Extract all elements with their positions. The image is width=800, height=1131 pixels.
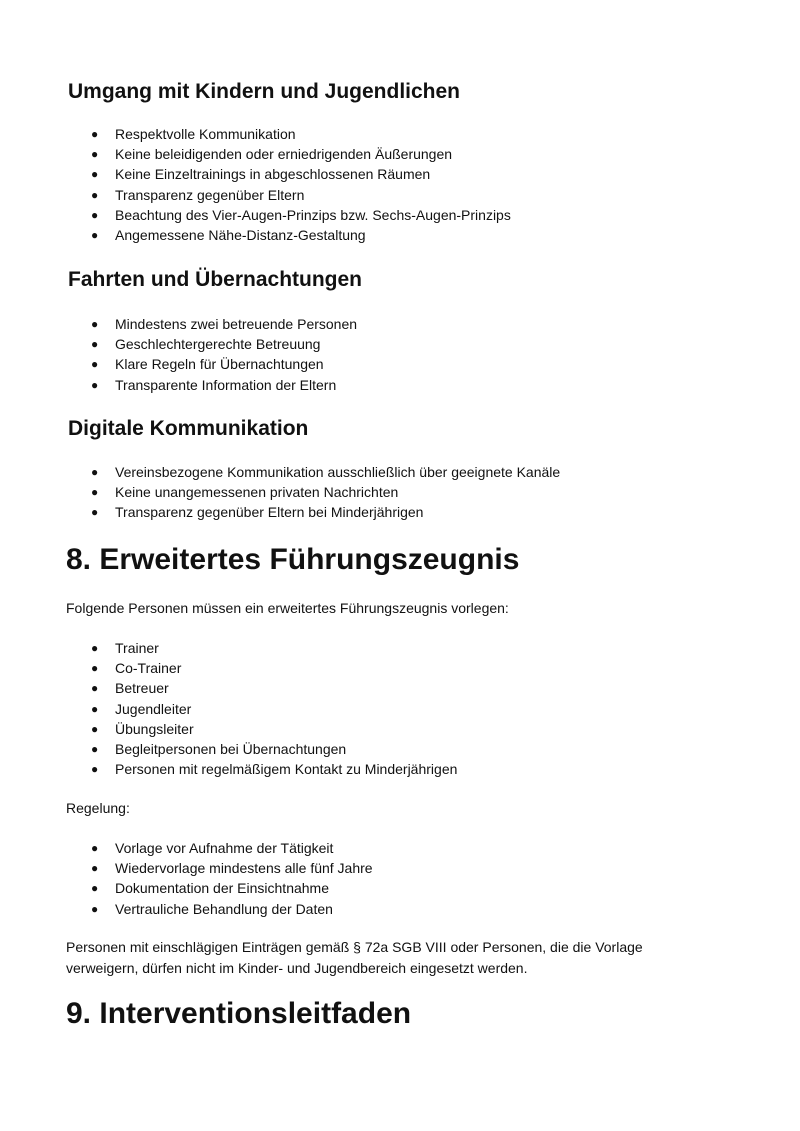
bullet-icon: ● — [91, 861, 99, 876]
bullet-icon: ● — [91, 317, 99, 331]
bullet-icon: ● — [91, 167, 99, 182]
intro-paragraph: Folgende Personen müssen ein erweitertes Führungszeugnis vorlegen: — [66, 600, 509, 616]
list-regelung — [0, 838, 373, 919]
list-item: ● Keine unangemessenen privaten Nachrichten — [0, 482, 560, 502]
list-fahrten — [0, 314, 357, 395]
list-item: ● Betreuer — [0, 678, 457, 698]
chapter-heading-intervention: 9. Interventionsleitfaden — [66, 997, 412, 1030]
list-item: ● Trainer — [0, 638, 457, 658]
list-item: ● Dokumentation der Einsichtnahme — [0, 878, 373, 898]
bullet-icon: ● — [91, 505, 99, 520]
list-item: ● Vertrauliche Behandlung der Daten — [0, 899, 373, 919]
bullet-icon: ● — [91, 337, 99, 352]
bullet-icon: ● — [91, 485, 99, 500]
bullet-icon: ● — [91, 901, 99, 916]
list-item: ● Begleitpersonen bei Übernachtungen — [0, 739, 457, 759]
section-heading-digital: Digitale Kommunikation — [68, 417, 309, 440]
list-item: ● Klare Regeln für Übernachtungen — [0, 354, 357, 374]
bullet-icon: ● — [91, 881, 99, 896]
list-item: ● Übungsleiter — [0, 719, 457, 739]
list-umgang — [0, 124, 511, 245]
list-item: ● Keine beleidigenden oder erniedrigenden Äußerungen — [0, 144, 511, 164]
list-item: ● Transparenz gegenüber Eltern bei Minderjährigen — [0, 502, 560, 522]
list-persons — [0, 638, 457, 779]
list-item: ● Vorlage vor Aufnahme der Tätigkeit — [0, 838, 373, 858]
list-item: ● Wiedervorlage mindestens alle fünf Jahre — [0, 858, 373, 878]
closing-paragraph-line-2: verweigern, dürfen nicht im Kinder- und Jugendbereich eingesetzt werden. — [66, 960, 528, 976]
section-heading-umgang: Umgang mit Kindern und Jugendlichen — [68, 80, 461, 103]
bullet-icon: ● — [91, 207, 99, 222]
list-item: ● Angemessene Nähe-Distanz-Gestaltung — [0, 225, 511, 245]
list-item: ● Respektvolle Kommunikation — [0, 124, 511, 144]
list-item: ● Co-Trainer — [0, 658, 457, 678]
list-digital — [0, 462, 560, 523]
bullet-icon: ● — [91, 841, 99, 855]
closing-paragraph-line-1: Personen mit einschlägigen Einträgen gemäß § 72a SGB VIII oder Personen, die die Vorlage — [66, 939, 643, 955]
bullet-icon: ● — [91, 661, 99, 676]
list-item: ● Personen mit regelmäßigem Kontakt zu Minderjährigen — [0, 759, 457, 779]
bullet-icon: ● — [91, 377, 99, 392]
bullet-icon: ● — [91, 187, 99, 202]
list-item: ● Keine Einzeltrainings in abgeschlossenen Räumen — [0, 164, 511, 184]
list-item: ● Vereinsbezogene Kommunikation ausschließlich über geeignete Kanäle — [0, 462, 560, 482]
bullet-icon: ● — [91, 641, 99, 655]
section-heading-fahrten: Fahrten und Übernachtungen — [68, 268, 362, 291]
bullet-icon: ● — [91, 741, 99, 756]
list-item: ● Mindestens zwei betreuende Personen — [0, 314, 357, 334]
bullet-icon: ● — [91, 701, 99, 716]
list-item: ● Geschlechtergerechte Betreuung — [0, 334, 357, 354]
bullet-icon: ● — [91, 721, 99, 736]
list-item: ● Transparente Information der Eltern — [0, 375, 357, 395]
bullet-icon: ● — [91, 357, 99, 372]
list-item: ● Jugendleiter — [0, 699, 457, 719]
bullet-icon: ● — [91, 465, 99, 479]
list-item: ● Transparenz gegenüber Eltern — [0, 185, 511, 205]
bullet-icon: ● — [91, 762, 99, 777]
regelung-label: Regelung: — [66, 800, 130, 816]
list-item: ● Beachtung des Vier-Augen-Prinzips bzw. Sechs-Augen-Prinzips — [0, 205, 511, 225]
bullet-icon: ● — [91, 227, 99, 242]
chapter-heading-fuehrungszeugnis: 8. Erweitertes Führungszeugnis — [66, 543, 520, 576]
bullet-icon: ● — [91, 147, 99, 162]
bullet-icon: ● — [91, 681, 99, 696]
bullet-icon: ● — [91, 127, 99, 141]
